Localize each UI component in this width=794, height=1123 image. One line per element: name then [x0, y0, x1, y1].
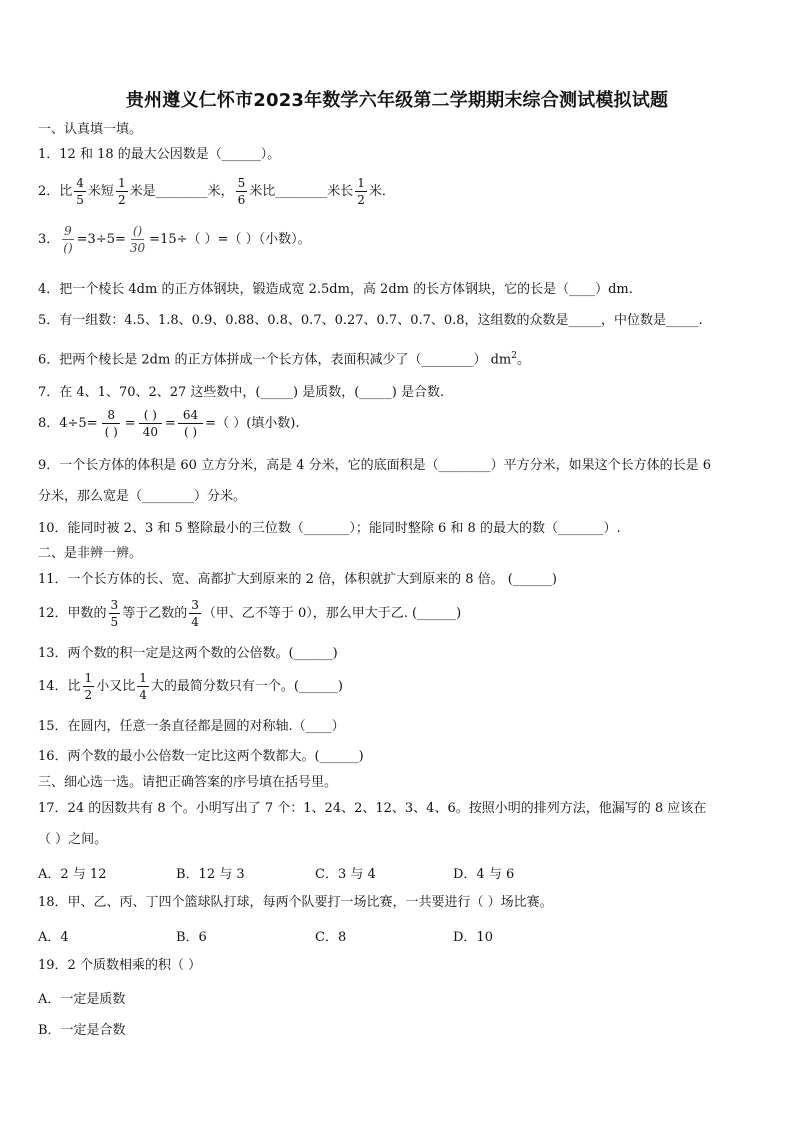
section-heading-2: 二、是非辨一辨。: [38, 546, 143, 561]
fraction-64-blank: $\frac{64}{( )}$: [178, 408, 203, 439]
q12-text-1: 12．甲数的: [38, 606, 107, 621]
fraction-blank-40: $\frac{( )}{40}$: [138, 408, 163, 439]
q3-text-1: 3．: [38, 232, 60, 247]
question-8: [38, 408, 299, 439]
q2-text-2: 米短: [87, 184, 114, 199]
question-14: [38, 671, 343, 702]
question-12: [38, 598, 461, 629]
q6-text-2: 。: [516, 352, 530, 368]
q18-option-d: D．10: [453, 930, 493, 945]
question-18: 18．甲、乙、丙、丁四个篮球队打球，每两个队要打一场比赛，一共要进行（ ）场比赛。: [38, 895, 553, 910]
fraction-1-4: $\frac{1}{4}$: [139, 671, 147, 702]
question-17-line-1: 17．24 的因数共有 8 个。小明写出了 7 个：1、24、2、12、3、4、6。按照小明的排列方法，他漏写的 8 应该在: [38, 801, 707, 816]
q12-text-3: （甲、乙不等于 0），那么甲大于乙. (______): [202, 606, 462, 621]
question-2: [38, 176, 395, 207]
fraction-blank-30: $\frac{()}{30}$: [129, 224, 146, 255]
question-4: 4．把一个棱长 4dm 的正方体钢块，锻造成宽 2.5dm，高 2dm 的长方体钢块，它的长是（____）dm.: [38, 282, 633, 297]
question-11: 11．一个长方体的长、宽、高都扩大到原来的 2 倍，体积就扩大到原来的 8 倍。 (______): [38, 572, 557, 587]
fraction-9-blank: $\frac{9}{()}$: [63, 224, 73, 255]
q14-text-3: 大的最简分数只有一个。(______): [150, 679, 343, 694]
question-16: 16．两个数的最小公倍数一定比这两个数都大。(______): [38, 749, 364, 764]
question-15: 15．在圆内，任意一条直径都是圆的对称轴.（____）: [38, 719, 345, 734]
question-7: 7．在 4、1、70、2、27 这些数中，(_____) 是质数，(_____) 是合数.: [38, 385, 445, 400]
q8-eq-2: =: [164, 416, 176, 431]
q18-option-a: A．4: [38, 930, 69, 945]
q2-text-3: 米是________米，: [129, 184, 234, 199]
fraction-3-4: $\frac{3}{4}$: [191, 598, 199, 629]
q8-text-2: =（ ）(填小数).: [205, 416, 300, 431]
q8-text-1: 8．4÷5=: [38, 416, 98, 431]
fraction-1-2-c: $\frac{1}{2}$: [84, 671, 93, 702]
question-17-line-2: （ ）之间。: [38, 832, 108, 847]
q3-text-2: =3÷5=: [76, 232, 126, 247]
question-5: 5．有一组数：4.5、1.8、0.9、0.88、0.8、0.7、0.27、0.7、0.7、0.8，这组数的众数是_____，中位数是_____.: [38, 313, 703, 328]
q17-option-b: B．12 与 3: [176, 867, 245, 882]
fraction-1-2: $\frac{1}{2}$: [117, 176, 126, 207]
q6-text-1: 6．把两个棱长是 2dm 的正方体拼成一个长方体，表面积减少了（________） dm: [38, 352, 512, 368]
q19-option-b: B．一定是合数: [38, 1023, 126, 1038]
q18-option-c: C．8: [315, 930, 347, 945]
section-heading-3: 三、细心选一选。请把正确答案的序号填在括号里。: [38, 775, 338, 790]
fraction-4-5: $\frac{4}{5}$: [76, 176, 84, 207]
fraction-1-2-b: $\frac{1}{2}$: [357, 176, 365, 207]
q17-option-a: A．2 与 12: [38, 867, 107, 882]
q17-option-d: D．4 与 6: [453, 867, 515, 882]
page-title: 贵州遵义仁怀市2023年数学六年级第二学期期末综合测试模拟试题: [125, 90, 669, 111]
fraction-3-5: $\frac{3}{5}$: [110, 598, 119, 629]
fraction-5-6: $\frac{5}{6}$: [237, 176, 246, 207]
question-13: 13．两个数的积一定是这两个数的公倍数。(______): [38, 646, 338, 661]
question-9-line-2: 分米，那么宽是（________）分米。: [38, 489, 247, 504]
q6-superscript: 2: [511, 351, 517, 361]
q2-text-1: 2．比: [38, 184, 73, 199]
q18-option-b: B．6: [176, 930, 207, 945]
fraction-8-blank: $\frac{8}{( )}$: [100, 408, 123, 439]
question-19: 19．2 个质数相乘的积（ ）: [38, 958, 202, 973]
question-10: 10．能同时被 2、3 和 5 整除最小的三位数（_______）；能同时整除 6 和 8 的最大的数（_______）.: [38, 521, 621, 536]
q2-text-5: 米．: [368, 184, 395, 199]
q2-text-4: 米比________米长: [249, 184, 354, 199]
q17-option-c: C．3 与 4: [315, 867, 376, 882]
question-9-line-1: 9．一个长方体的体积是 60 立方分米，高是 4 分米，它的底面积是（________）平方分米，如果这个长方体的长是 6: [38, 458, 712, 473]
q19-option-a: A．一定是质数: [38, 992, 126, 1007]
q14-text-2: 小又比: [96, 679, 136, 694]
q12-text-2: 等于乙数的: [122, 606, 188, 621]
question-3: [38, 224, 311, 255]
q14-text-1: 14．比: [38, 679, 81, 694]
q8-eq-1: =: [124, 416, 136, 431]
question-6: [38, 347, 530, 369]
section-heading-1: 一、认真填一填。: [38, 122, 143, 137]
q3-text-3: =15÷（ ）=（ ）（小数）。: [149, 232, 311, 247]
question-1: 1．12 和 18 的最大公因数是（______）。: [38, 147, 281, 162]
